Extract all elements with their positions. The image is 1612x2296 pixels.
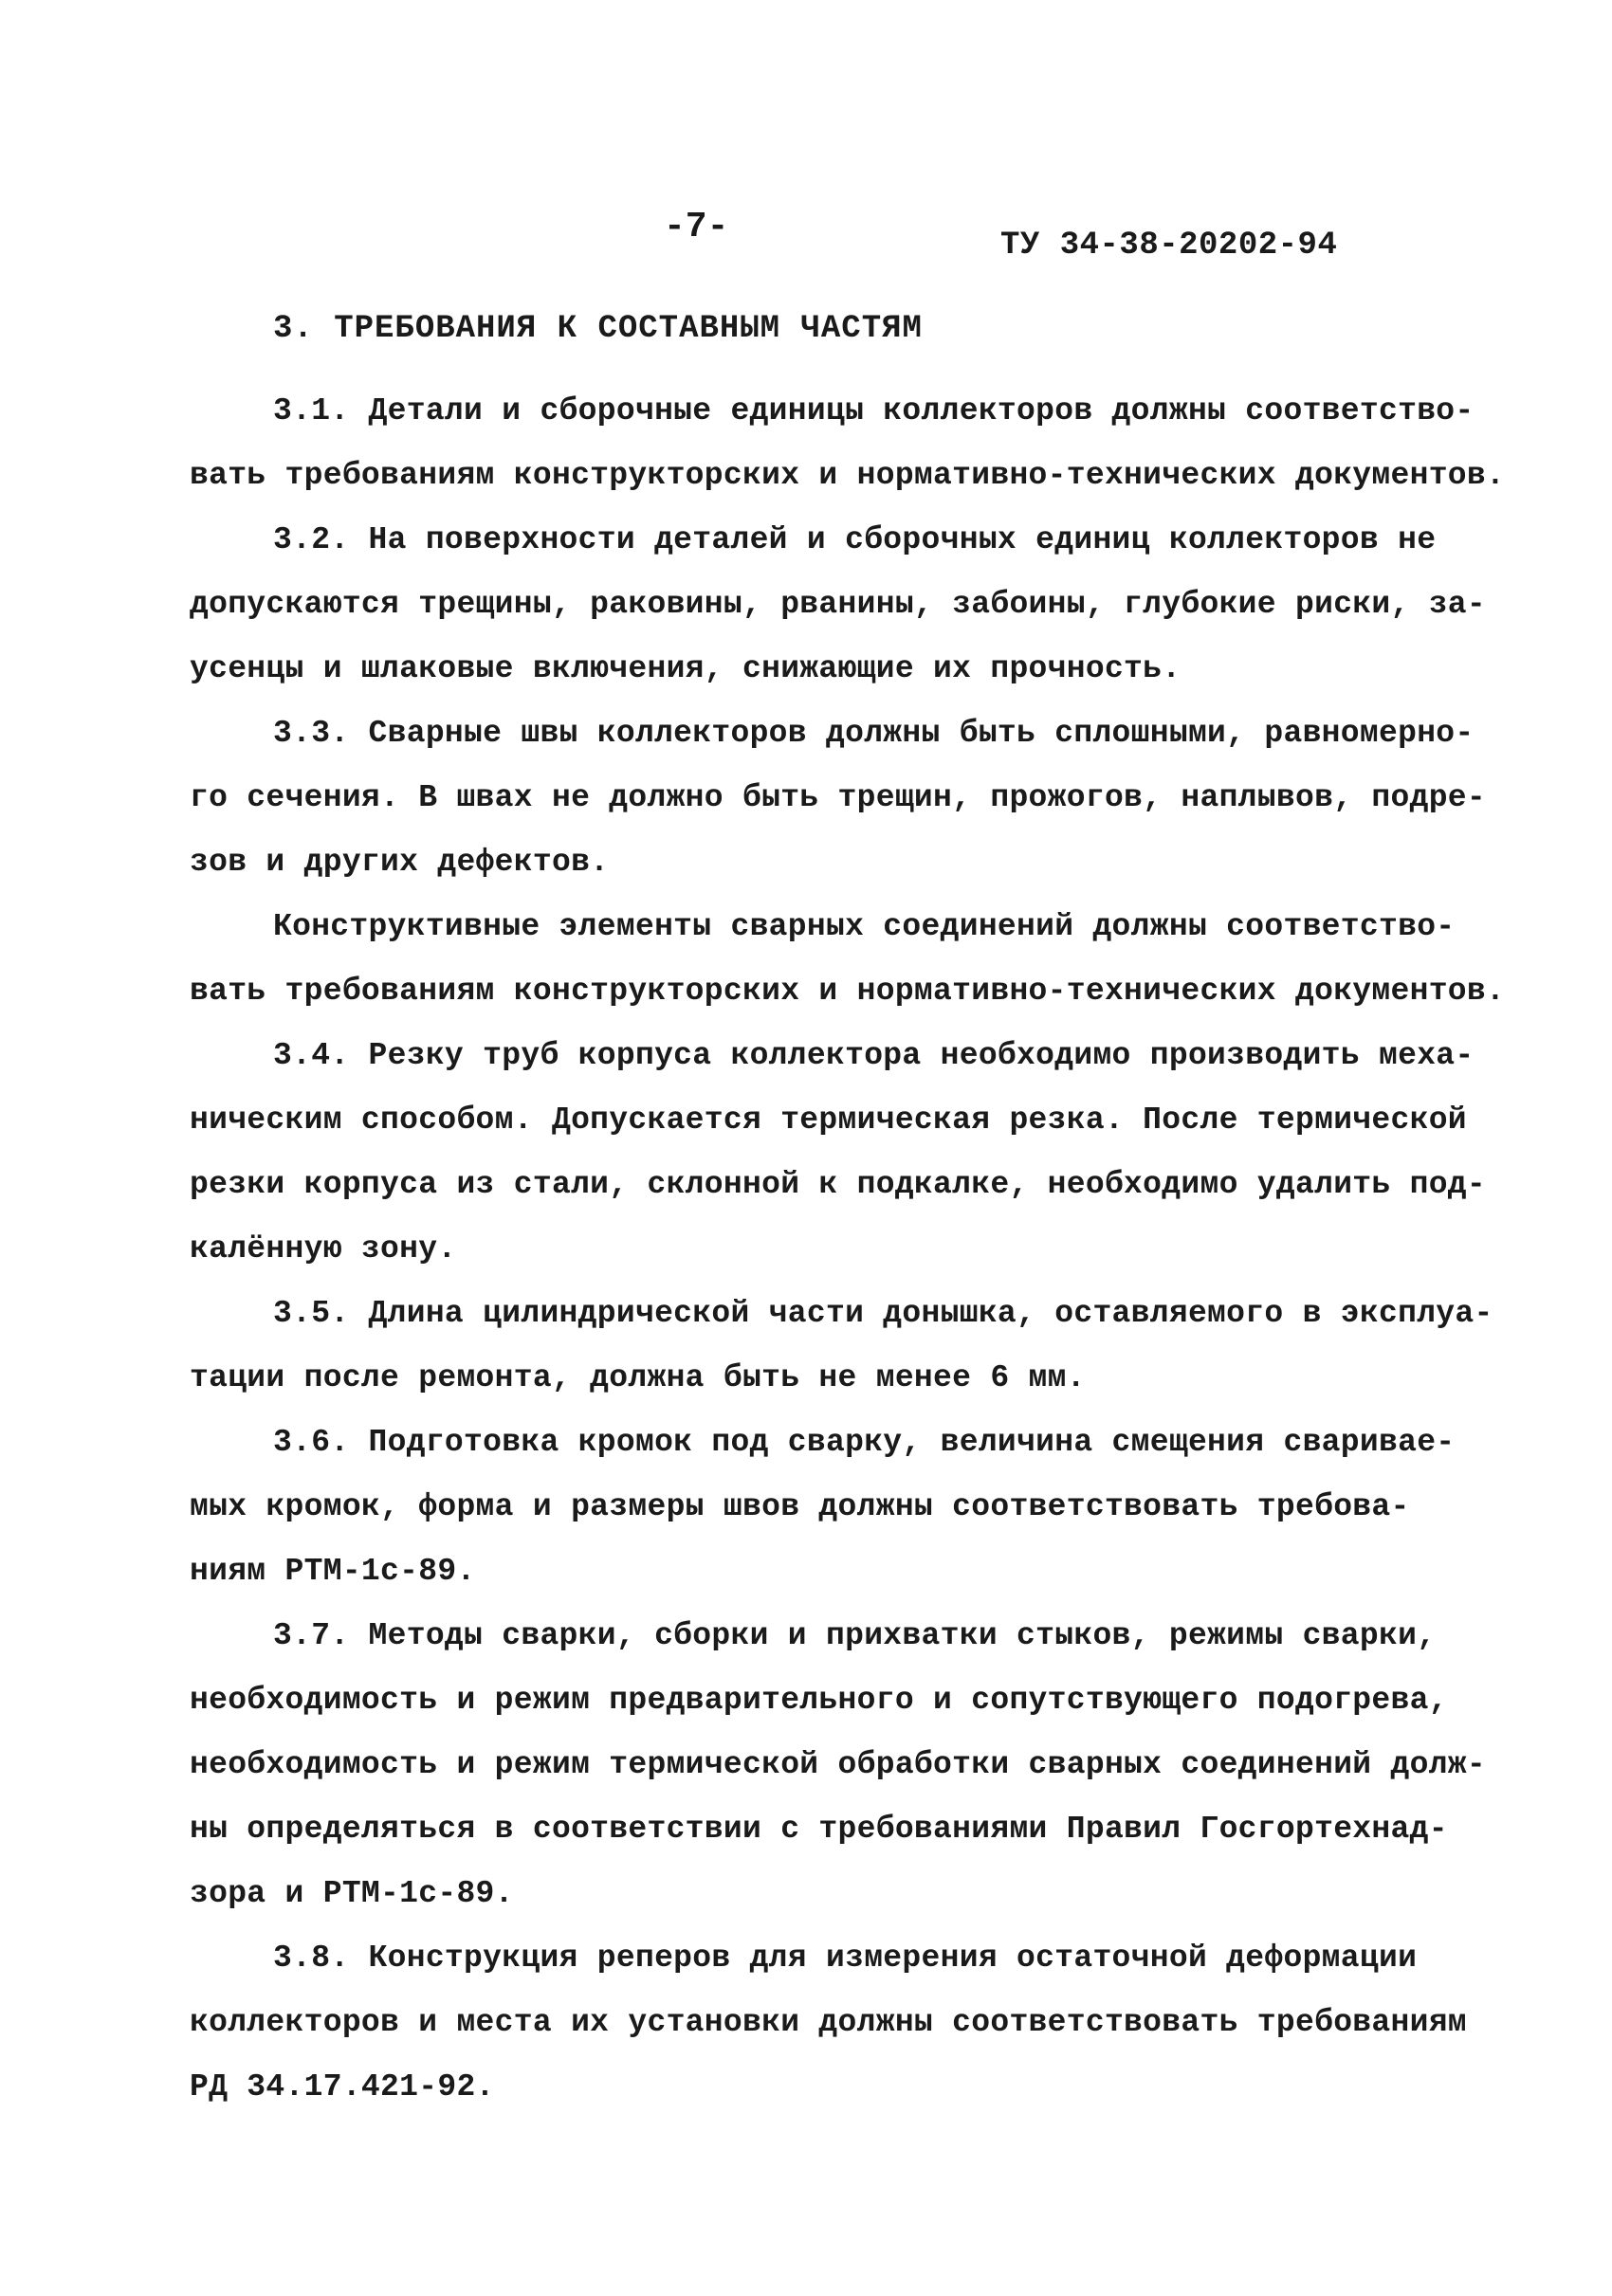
- paragraph-line: ны определяться в соответствии с требованиями Правил Госгортехнад-: [190, 1812, 1448, 1847]
- paragraph-line: необходимость и режим предварительного и сопутствующего подогрева,: [190, 1683, 1448, 1718]
- paragraph-line: резки корпуса из стали, склонной к подкалке, необходимо удалить под-: [190, 1167, 1487, 1202]
- paragraph-line: 3.1. Детали и сборочные единицы коллекторов должны соответство-: [273, 393, 1475, 428]
- section-title: 3. ТРЕБОВАНИЯ К СОСТАВНЫМ ЧАСТЯМ: [273, 311, 923, 347]
- paragraph-line: Конструктивные элементы сварных соединений должны соответство-: [273, 909, 1456, 944]
- paragraph-line: допускаются трещины, раковины, рванины, забоины, глубокие риски, за-: [190, 587, 1487, 622]
- paragraph-line: 3.6. Подготовка кромок под сварку, величина смещения свариваe-: [273, 1425, 1456, 1460]
- paragraph-line: тации после ремонта, должна быть не менее 6 мм.: [190, 1360, 1086, 1395]
- paragraph-line: 3.4. Резку труб корпуса коллектора необходимо производить меха-: [273, 1038, 1475, 1073]
- paragraph-line: 3.3. Сварные швы коллекторов должны быть сплошными, равномерно-: [273, 716, 1475, 751]
- paragraph-line: 3.8. Конструкция реперов для измерения остаточной деформации: [273, 1941, 1418, 1976]
- paragraph-line: вать требованиям конструкторских и нормативно-технических документов.: [190, 458, 1506, 493]
- paragraph-line: вать требованиям конструкторских и нормативно-технических документов.: [190, 974, 1506, 1009]
- paragraph-line: необходимость и режим термической обработки сварных соединений долж-: [190, 1747, 1487, 1782]
- paragraph-line: го сечения. В швах не должно быть трещин, прожогов, наплывов, подре-: [190, 780, 1487, 815]
- paragraph-line: 3.5. Длина цилиндрической части донышка, оставляемого в эксплуа-: [273, 1296, 1493, 1331]
- paragraph-line: 3.7. Методы сварки, сборки и прихватки стыков, режимы сварки,: [273, 1618, 1437, 1653]
- document-code: ТУ 34-38-20202-94: [1000, 228, 1338, 264]
- paragraph-line: коллекторов и места их установки должны соответствовать требованиям: [190, 2005, 1467, 2040]
- page-number: -7-: [664, 207, 729, 247]
- paragraph-line: зора и РТМ-1с-89.: [190, 1876, 514, 1911]
- paragraph-line: РД 34.17.421-92.: [190, 2069, 495, 2105]
- paragraph-line: ниям РТМ-1с-89.: [190, 1554, 476, 1589]
- paragraph-line: ническим способом. Допускается термическая резка. После термической: [190, 1102, 1467, 1138]
- paragraph-line: мых кромок, форма и размеры швов должны соответствовать требова-: [190, 1489, 1410, 1524]
- paragraph-line: 3.2. На поверхности деталей и сборочных единиц коллекторов не: [273, 522, 1437, 557]
- paragraph-line: зов и других дефектов.: [190, 845, 610, 880]
- document-body: [190, 379, 1506, 2120]
- paragraph-line: усенцы и шлаковые включения, снижающие их прочность.: [190, 651, 1182, 686]
- paragraph-line: калённую зону.: [190, 1231, 457, 1266]
